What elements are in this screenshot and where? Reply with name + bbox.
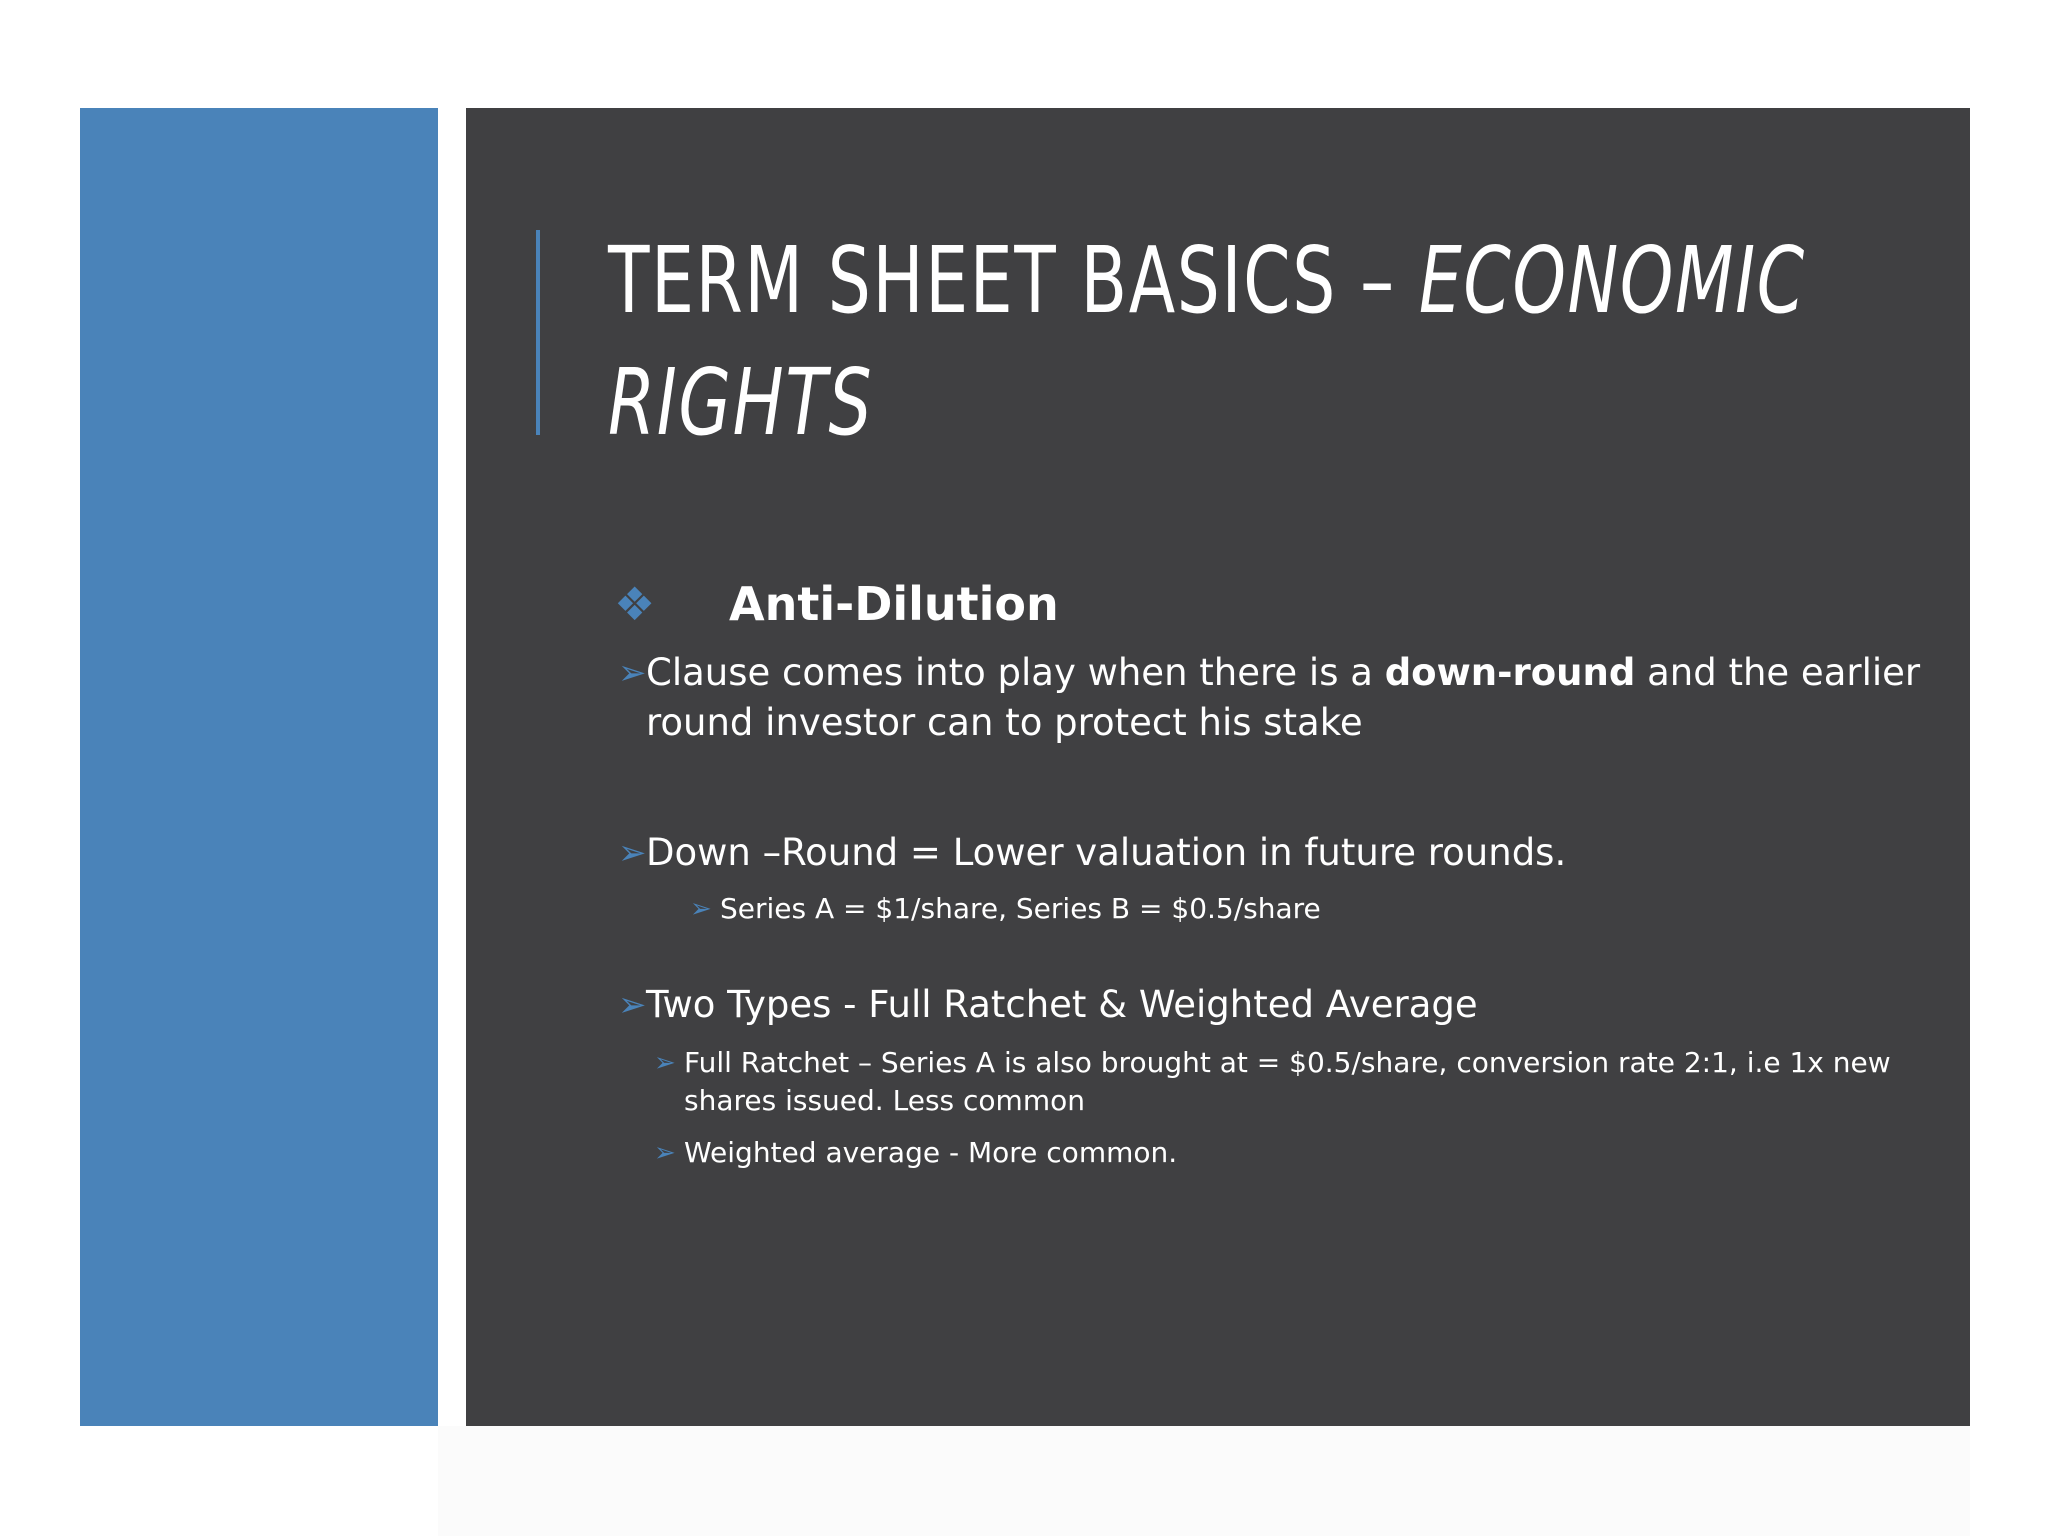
sub-bullet-full-ratchet-text: Full Ratchet – Series A is also brought at = $0.5/share, conversion rate 2:1, i.e 1x new shares issued. Less common [684, 1046, 1891, 1117]
footer-strip [438, 1426, 1970, 1536]
title-italic: ECONOMIC RIGHTS [608, 227, 1806, 456]
bullet-down-round-text: Down –Round = Lower valuation in future rounds. [646, 831, 1567, 874]
bullet-clause [614, 648, 1944, 748]
sub-bullet-series [690, 890, 1944, 928]
bullet-clause-bold: down-round [1384, 651, 1636, 694]
sub-bullet-series-text: Series A = $1/share, Series B = $0.5/share [720, 892, 1321, 925]
arrowhead-icon: ➢ [654, 1048, 676, 1078]
slide-body [614, 564, 1944, 1172]
arrowhead-icon: ➢ [618, 985, 647, 1025]
title-main: TERM SHEET BASICS – [608, 227, 1419, 334]
section-heading [614, 564, 1944, 644]
sub-bullet-weighted-text: Weighted average - More common. [684, 1136, 1178, 1169]
bullet-clause-text-after: and the earlier round investor can to protect his stake [646, 651, 1921, 744]
bullet-clause-text-before: Clause comes into play when there is a [646, 651, 1385, 694]
bullet-two-types-text: Two Types - Full Ratchet & Weighted Average [646, 983, 1478, 1026]
title-accent-bar [536, 230, 540, 435]
arrowhead-icon: ➢ [690, 894, 712, 924]
slide-content-panel [466, 108, 1970, 1426]
slide-title [608, 220, 1953, 464]
sub-bullet-weighted [654, 1134, 1944, 1172]
sub-bullet-full-ratchet [654, 1044, 1924, 1120]
arrowhead-icon: ➢ [654, 1138, 676, 1168]
accent-panel [80, 108, 438, 1426]
bullet-down-round [614, 828, 1944, 878]
arrowhead-icon: ➢ [618, 833, 647, 873]
section-heading-text: Anti-Dilution [729, 577, 1059, 631]
bullet-two-types [614, 980, 1944, 1030]
arrowhead-icon: ➢ [618, 653, 647, 693]
four-diamond-icon: ❖ [614, 577, 656, 631]
